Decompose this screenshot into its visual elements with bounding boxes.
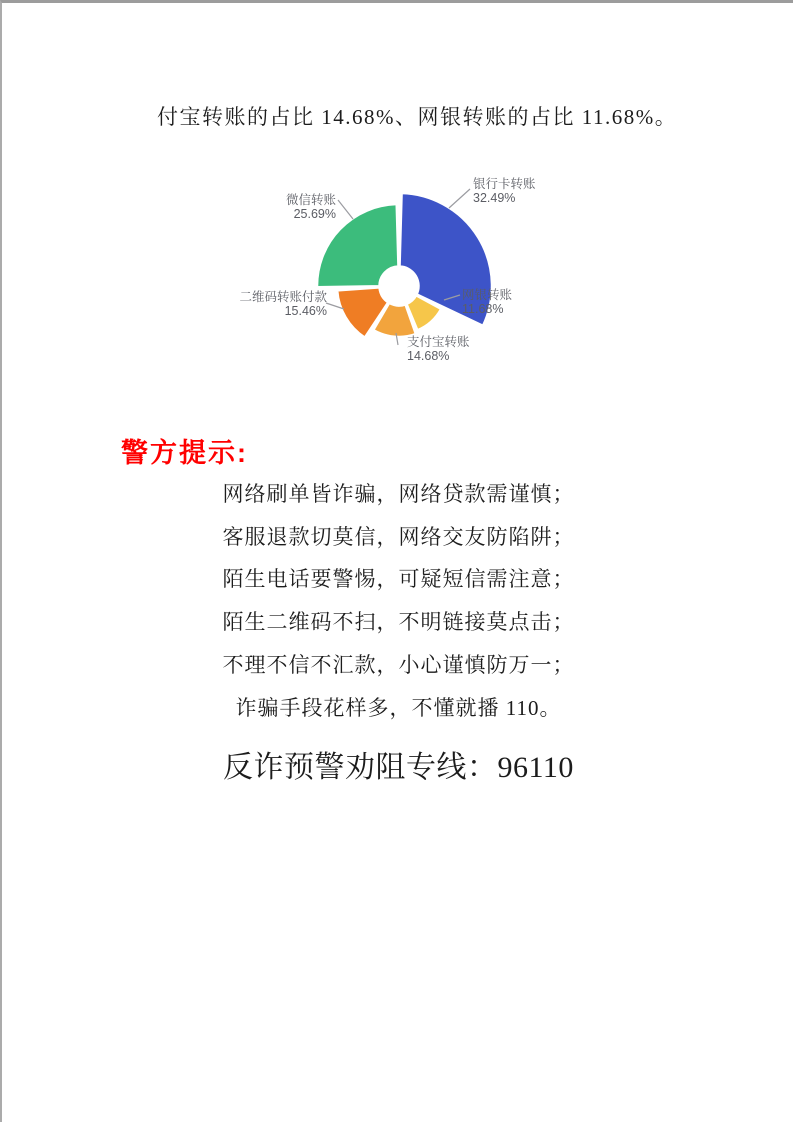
slice-label-name: 支付宝转账 bbox=[407, 335, 470, 349]
tip-line: 客服退款切莫信，网络交友防陷阱； bbox=[222, 524, 575, 549]
tip-line: 陌生电话要警惕，可疑短信需注意； bbox=[222, 567, 575, 592]
tip-line: 网络刷单皆诈骗，网络贷款需谨慎； bbox=[222, 482, 575, 506]
slice-label-qr-code-transfer-payment bbox=[239, 291, 327, 318]
slice-label-percent: 11.68% bbox=[462, 301, 504, 316]
slice-label-percent: 32.49% bbox=[473, 190, 516, 205]
tip-line: 陌生二维码不扫，不明链接莫点击； bbox=[222, 610, 575, 635]
intro-paragraph: 付宝转账的占比 14.68%、网银转账的占比 11.68%。 bbox=[157, 105, 678, 129]
leader-line-wechat-transfer bbox=[338, 200, 353, 219]
tip-line: 不理不信不汇款，小心谨慎防万一； bbox=[222, 652, 575, 677]
slice-label-online-banking-transfer bbox=[462, 289, 512, 316]
slice-label-name: 银行卡转账 bbox=[473, 177, 536, 191]
leader-line-bank-card-transfer bbox=[449, 189, 470, 208]
tip-line: 诈骗手段花样多，不懂就播 110。 bbox=[235, 695, 562, 720]
slice-label-percent: 15.46% bbox=[284, 303, 327, 318]
slice-label-name: 二维码转账付款 bbox=[239, 290, 327, 304]
police-tips-heading: 警方提示: bbox=[121, 438, 248, 468]
slice-label-alipay-transfer bbox=[407, 336, 470, 363]
slice-label-percent: 14.68% bbox=[407, 348, 450, 363]
slice-label-bank-card-transfer bbox=[473, 178, 536, 205]
police-tips-list bbox=[2, 473, 793, 729]
slice-label-percent: 25.69% bbox=[293, 206, 336, 221]
slice-label-name: 微信转账 bbox=[285, 193, 336, 207]
slice-label-name: 网银转账 bbox=[462, 288, 513, 302]
slice-label-wechat-transfer bbox=[286, 194, 336, 221]
anti-fraud-hotline: 反诈预警劝阻专线：96110 bbox=[223, 751, 574, 784]
